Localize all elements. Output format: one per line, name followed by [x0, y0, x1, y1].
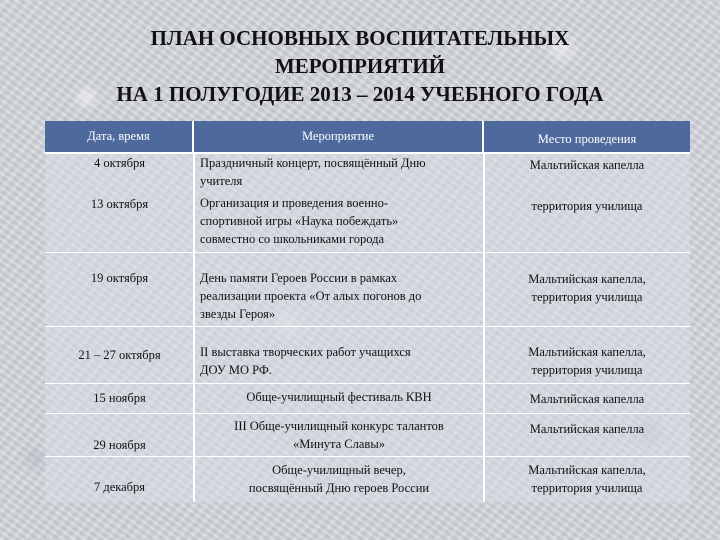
header-event: Мероприятие [194, 121, 484, 152]
row-date: 19 октября [90, 271, 149, 285]
table-row [45, 253, 690, 327]
row-event: Праздничный концерт, посвящённый Дню учителя [200, 156, 426, 188]
row-place: Мальтийская капелла [529, 422, 645, 436]
table-row [45, 327, 690, 384]
title-line-3: НА 1 ПОЛУГОДИЕ 2013 – 2014 УЧЕБНОГО ГОДА [116, 82, 604, 106]
row-place: Мальтийская капелла, территория училища [528, 345, 646, 377]
table-row [45, 457, 690, 502]
page-title [0, 24, 720, 108]
row-event: Обще-училищный вечер, посвящённый Дню героев России [248, 463, 430, 495]
row-place: территория училища [531, 199, 643, 213]
table-row [45, 194, 690, 253]
row-date: 13 октября [90, 197, 149, 211]
row-event: Организация и проведения военно- спортивной игры «Наука побеждать» совместно со школьниками города [200, 196, 399, 246]
header-place: Место проведения [537, 132, 637, 146]
header-date: Дата, время [45, 121, 194, 152]
row-date: 7 декабря [93, 480, 146, 494]
row-place: Мальтийская капелла [529, 392, 645, 406]
row-date: 29 ноября [93, 438, 146, 452]
table-row [45, 154, 690, 194]
title-line-2: МЕРОПРИЯТИЙ [274, 54, 446, 78]
events-table [45, 121, 690, 502]
title-line-1: ПЛАН ОСНОВНЫХ ВОСПИТАТЕЛЬНЫХ [150, 26, 570, 50]
row-place: Мальтийская капелла [529, 158, 645, 172]
row-date: 15 ноября [93, 391, 146, 405]
table-row [45, 414, 690, 457]
table-row [45, 384, 690, 414]
row-event: Обще-училищный фестиваль КВН [246, 390, 432, 404]
row-place: Мальтийская капелла, территория училища [528, 463, 646, 495]
row-date: 4 октября [94, 156, 145, 170]
table-body [45, 154, 690, 502]
table-header [45, 121, 690, 154]
row-event: День памяти Героев России в рамках реализации проекта «От алых погонов до звезды Героя» [200, 271, 422, 321]
row-event: III Обще-училищный конкурс талантов «Минута Славы» [234, 419, 444, 451]
row-date: 21 – 27 октября [78, 348, 161, 362]
row-event: II выставка творческих работ учащихся ДОУ МО РФ. [200, 345, 411, 377]
row-place: Мальтийская капелла, территория училища [528, 272, 646, 304]
